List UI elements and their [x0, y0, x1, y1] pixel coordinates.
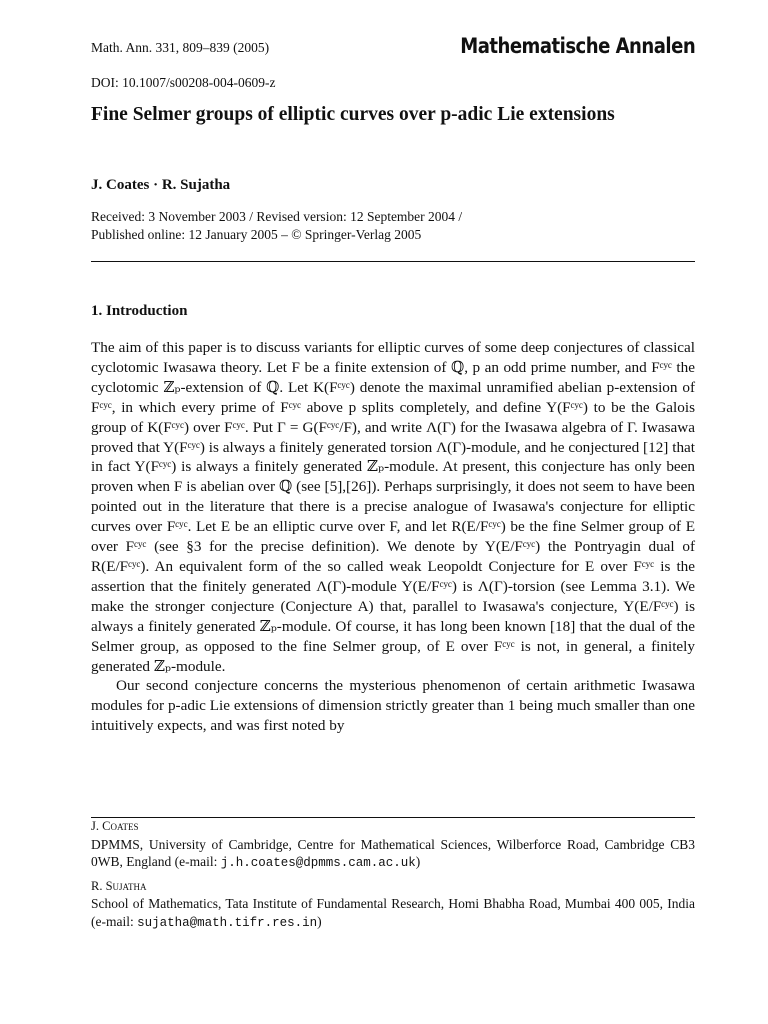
paragraph-2: Our second conjecture concerns the mysterious phenomenon of certain arithmetic Iwasawa modules for p-adic Lie extensions of dimension strictly greater than 1 being much smaller than one intuitively expects, and was first noted by — [91, 677, 695, 735]
header-divider — [91, 261, 695, 262]
doi: DOI: 10.1007/s00208-004-0609-z — [91, 75, 276, 90]
journal-name: Mathematische Annalen — [460, 34, 695, 58]
affiliation-address: DPMMS, University of Cambridge, Centre for Mathematical Sciences, Wilberforce Road, Cambridge CB3 0WB, England (e-mail: j.h.coates@dpmms.cam.ac.uk) — [91, 836, 695, 870]
authors: J. Coates · R. Sujatha — [91, 177, 231, 193]
journal-reference: Math. Ann. 331, 809–839 (2005) — [91, 40, 270, 55]
paper-title: Fine Selmer groups of elliptic curves over p-adic Lie extensions — [91, 104, 615, 125]
email-link[interactable]: sujatha@math.tifr.res.in — [137, 915, 318, 930]
paragraph-1: The aim of this paper is to discuss variants for elliptic curves of some deep conjectures of classical cyclotomic Iwasawa theory. Let F be a finite extension of ℚ, p an odd prime number, and Fᶜʸᶜ the cyclotomic ℤₚ-extension of ℚ. Let K(Fᶜʸᶜ) denote the maximal unramified abelian p-extension of Fᶜʸᶜ, in which every prime of Fᶜʸᶜ above p splits completely, and define Y(Fᶜʸᶜ) to be the Galois group of K(Fᶜʸᶜ) over Fᶜʸᶜ. Put Γ = G(Fᶜʸᶜ/F), and write Λ(Γ) for the Iwasawa algebra of Γ. Iwasawa proved that Y(Fᶜʸᶜ) is always a finitely generated torsion Λ(Γ)-module, and he conjectured [12] that in fact Y(Fᶜʸᶜ) is always a finitely generated ℤₚ-module. At present, this conjecture has only been proven when F is abelian over ℚ (see [5],[26]). Perhaps surprisingly, it does not seem to have been pointed out in the literature that there is a precise analogue of Iwasawa's conjecture for elliptic curves over Fᶜʸᶜ. Let E be an elliptic curve over F, and let R(E/Fᶜʸᶜ) be the fine Selmer group of E over Fᶜʸᶜ (see §3 for the precise definition). We denote by Y(E/Fᶜʸᶜ) the Pontryagin dual of R(E/Fᶜʸᶜ). An equivalent form of the so called weak Leopoldt Conjecture for E over Fᶜʸᶜ is the assertion that the finitely generated Λ(Γ)-module Y(E/Fᶜʸᶜ) is Λ(Γ)-torsion (see Lemma 3.1). We make the stronger conjecture (Conjecture A) that, parallel to Iwasawa's conjecture, Y(E/Fᶜʸᶜ) is always a finitely generated ℤₚ-module. Of course, it has long been known [18] that the dual of the Selmer group, as opposed to the fine Selmer group, of E over Fᶜʸᶜ is not, in general, a finitely generated ℤₚ-module. — [91, 339, 695, 675]
dates-line-1: Received: 3 November 2003 / Revised version: 12 September 2004 / — [91, 209, 463, 224]
dates-line-2: Published online: 12 January 2005 – © Springer-Verlag 2005 — [91, 227, 422, 242]
publication-dates — [91, 208, 462, 244]
author-affiliations — [91, 818, 695, 937]
affiliation-coates — [91, 818, 695, 873]
section-heading: 1. Introduction — [91, 303, 188, 319]
affiliation-address: School of Mathematics, Tata Institute of Fundamental Research, Homi Bhabha Road, Mumbai 400 005, India (e-mail: sujatha@math.tifr.res.in) — [91, 896, 695, 930]
body-text — [91, 338, 695, 736]
affiliation-name: J. Coates — [91, 819, 139, 833]
running-header — [91, 36, 695, 60]
email-link[interactable]: j.h.coates@dpmms.cam.ac.uk — [220, 856, 416, 870]
affiliation-name: R. Sujatha — [91, 878, 147, 893]
affiliation-sujatha — [91, 878, 695, 933]
